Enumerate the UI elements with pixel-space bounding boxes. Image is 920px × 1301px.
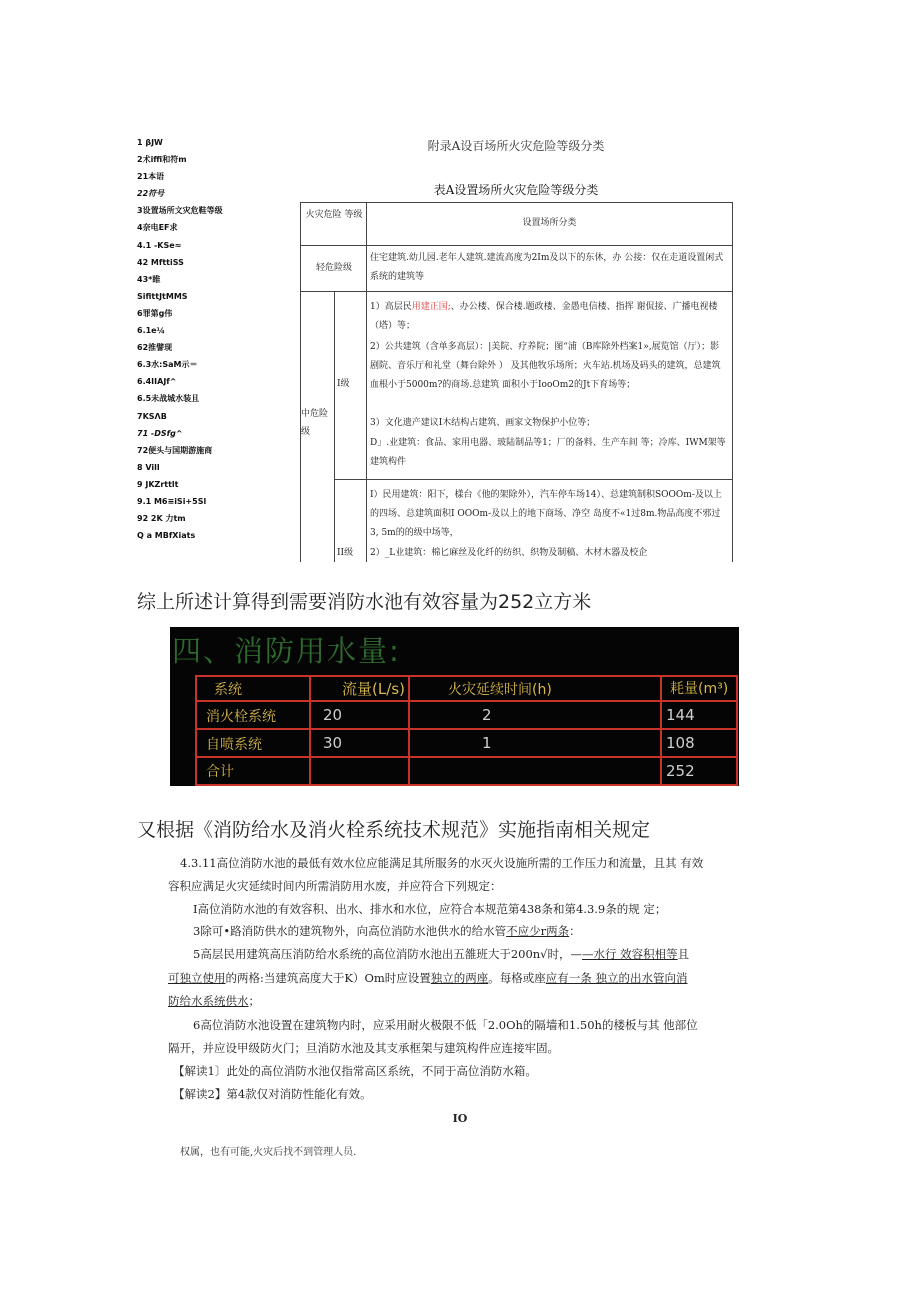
outline-item: 6.3水:SaM示＝: [137, 360, 198, 370]
level-1-label: I级: [337, 379, 350, 389]
outline-item: 6.1e¼: [137, 326, 165, 336]
outline-item: 71 -DSfg^: [137, 428, 183, 438]
table-border-left: [300, 202, 301, 562]
cad-row-total-name: 合计: [206, 764, 234, 780]
clause-line-1: 4.3.11高位消防水池的最低有效水位应能满足其所服务的水灭火设施所需的工作压力和流量，且其 有效: [180, 856, 704, 870]
clause-line-2: 容积应满足火灾延续时间内所需消防用水废，并应符合下列规定：: [168, 879, 502, 893]
medium-hazard-label: 中危险级: [301, 409, 329, 437]
outline-item: 4奈电EF求: [137, 223, 178, 233]
outline-item: 6.5未战城水装且: [137, 394, 200, 404]
cad-line: [195, 756, 737, 758]
interpretation-2: 【解读2】第4款仅对消防性能化有效。: [173, 1087, 372, 1101]
outline-item: 6.4IIAJf^: [137, 377, 177, 387]
cad-row-hydrant-flow: 20: [323, 706, 343, 724]
outline-item: 7KSΛB: [137, 411, 167, 421]
fire-water-cad-image: [170, 627, 739, 786]
cad-line: [660, 675, 662, 786]
outline-item: 42 MfttiSS: [137, 257, 184, 267]
clause-line-5: 5高层民用建筑高压消防给水系统的高位消防水池出五雒班大于200n√时，——水行 效容积相等且: [193, 947, 690, 961]
outline-item: 21本语: [137, 172, 165, 182]
level-2-label: II级: [337, 548, 354, 558]
level-1-item-1: 1）高层民用建正国;、办公楼、保合楼.题政楼、金愚电信楼、指挥 谢侃接、广播电视楼（塔）等；: [370, 302, 718, 331]
level-1-item-3: 3）文化遗产建议I木结构占建筑、画家文物保护小位等；: [370, 418, 596, 428]
outline-item: 9.1 M6≡iSi+5Sl: [137, 496, 207, 506]
cad-row-hydrant-consumption: 144: [666, 706, 695, 724]
clause-line-9: 隔开，并应设甲级防火门；旦消防水池及其支承框架与建筑构件应连接牢固。: [168, 1041, 559, 1055]
outline-item: 9 JKZrttlt: [137, 479, 179, 489]
level-2-item-2: 2）_L业建筑：棉匕麻丝及化纤的纺织、织物及制稿、木材木器及校企: [370, 548, 648, 558]
cad-line: [736, 675, 738, 786]
light-hazard-label: 轻危险级: [315, 263, 352, 273]
cad-header-duration: 火灾延续时间(h): [448, 682, 552, 698]
outline-item: 72便头与国期游施商: [137, 445, 213, 455]
hazard-table: [300, 202, 733, 562]
header-place-category: 设置场所分类: [522, 218, 577, 228]
outline-item: 8 Vill: [137, 462, 160, 472]
cad-row-sprinkler-consumption: 108: [666, 734, 695, 752]
outline-item: 4.1 -KSe≈: [137, 240, 182, 250]
cad-row-hydrant-duration: 2: [482, 706, 492, 724]
cad-header-consumption: 耗量(m³): [670, 681, 729, 697]
page-number: IO: [452, 1112, 468, 1125]
footer-text: 权属，也有可能,火灾后找不到管理人员.: [180, 1147, 357, 1158]
table-divider-subcol: [334, 291, 335, 562]
header-hazard-level: 火灾危险 等级: [305, 210, 363, 220]
outline-item: 62推譬现: [137, 343, 173, 353]
clause-line-8: 6高位消防水池设置在建筑物内时，应采用耐火极限不低「2.0Oh的隔墙和1.50h的楼板与其 他部位: [193, 1018, 698, 1032]
spec-reference-caption: 又根据《消防给水及消火栓系统技术规范》实施指南相关规定: [137, 819, 651, 841]
capacity-summary: 综上所述计算得到需要消防水池有效容量为252立方米: [137, 591, 592, 613]
cad-header-flow: 流量(L/s): [342, 680, 405, 698]
cad-row-sprinkler-flow: 30: [323, 734, 343, 752]
interpretation-1: 【解读1〕此处的高位消防水池仅指常高区系统，不同于高位消防水箱。: [173, 1064, 537, 1078]
cad-row-sprinkler-name: 自喷系统: [206, 737, 262, 753]
clause-line-7: 防给水系统供水；: [168, 994, 260, 1008]
outline-item: SifittJtMMS: [137, 291, 188, 301]
cad-row-sprinkler-duration: 1: [482, 734, 492, 752]
outline-item: Q a MBfXiats: [137, 531, 196, 541]
outline-item: 92 2K 力tm: [137, 514, 186, 524]
cad-line: [195, 675, 197, 786]
appendix-heading: 附录A设百场所火灾危险等级分类: [427, 139, 605, 153]
clause-line-4: 3除可•路消防供水的建筑物外，向高位消防水池供水的给水管不应少r两条：: [193, 924, 581, 938]
outline-list: [137, 134, 297, 544]
table-divider-light: [300, 291, 733, 292]
cad-line: [195, 784, 737, 786]
table-divider-header: [300, 245, 733, 246]
clause-line-6: 可独立使用的两格:当建筑高度大于K）Om时应设置独立的两座。每格或座应有一条 独立的出水管向消: [168, 971, 688, 985]
cad-line: [408, 675, 410, 786]
cad-line: [195, 728, 737, 730]
table-border-right: [732, 202, 733, 562]
outline-item: 6罪第g伟: [137, 308, 173, 318]
cad-line: [195, 675, 737, 677]
level-2-item-1: I）民用建筑：阳下，樣台《他的架除外），汽车停车场14）、总建筑制积SOOOm-及以上的四场、总建筑面积I OOOm-及以上的地下商场、净空 岛度不«1过8m.物品高度不邪过3, 5m的的级中场等，: [370, 490, 722, 538]
table-border-top: [300, 202, 733, 203]
outline-item: 3设置场所文灾危鞋等级: [137, 206, 223, 216]
cad-row-hydrant-name: 消火栓系统: [206, 709, 276, 725]
clause-line-3: I高位消防水池的有效容积、出水、排水和水位，应符合本规范第438条和第4.3.9条的规 定；: [193, 902, 667, 916]
cad-line: [309, 675, 311, 786]
outline-item: 43*睢: [137, 274, 161, 284]
outline-item: 2术iffi和符m: [137, 155, 187, 165]
cad-line: [195, 700, 737, 702]
table-divider-level: [334, 479, 733, 480]
outline-item: 22符号: [137, 189, 165, 199]
outline-item: 1 βJW: [137, 138, 163, 147]
cad-row-total-consumption: 252: [666, 762, 695, 780]
level-1-item-2: 2）公共建筑（含单多高层）：|美院、疗养院；图“浦（B库除外档案1»,展览馆（厅）；影剧院、音乐厅和礼堂（舞台除外 ） 及其他牧乐场所；火车站.机场及码头的建筑，总建筑血根小于5000m?的商场.总建筑 面积小于IooOm2的Jt下育场等；: [370, 342, 721, 390]
cad-header-system: 系统: [214, 682, 242, 698]
light-hazard-text: 住宅建筑.幼儿园.老年人建筑.建流高度为2Im及以下的东休，办 公接：仅在走道设置闲式系统的建筑等: [370, 253, 724, 282]
table-title: 表A设置场所火灾危险等级分类: [433, 183, 599, 197]
table-divider-col: [366, 202, 367, 562]
level-1-item-4: D」.业建筑：食品、家用电器、玻陆制品等1；厂的备料、生产车间 等；冷库、IWM架等建筑构件: [370, 438, 726, 467]
cad-title: 四、消防用水量:: [172, 634, 401, 668]
